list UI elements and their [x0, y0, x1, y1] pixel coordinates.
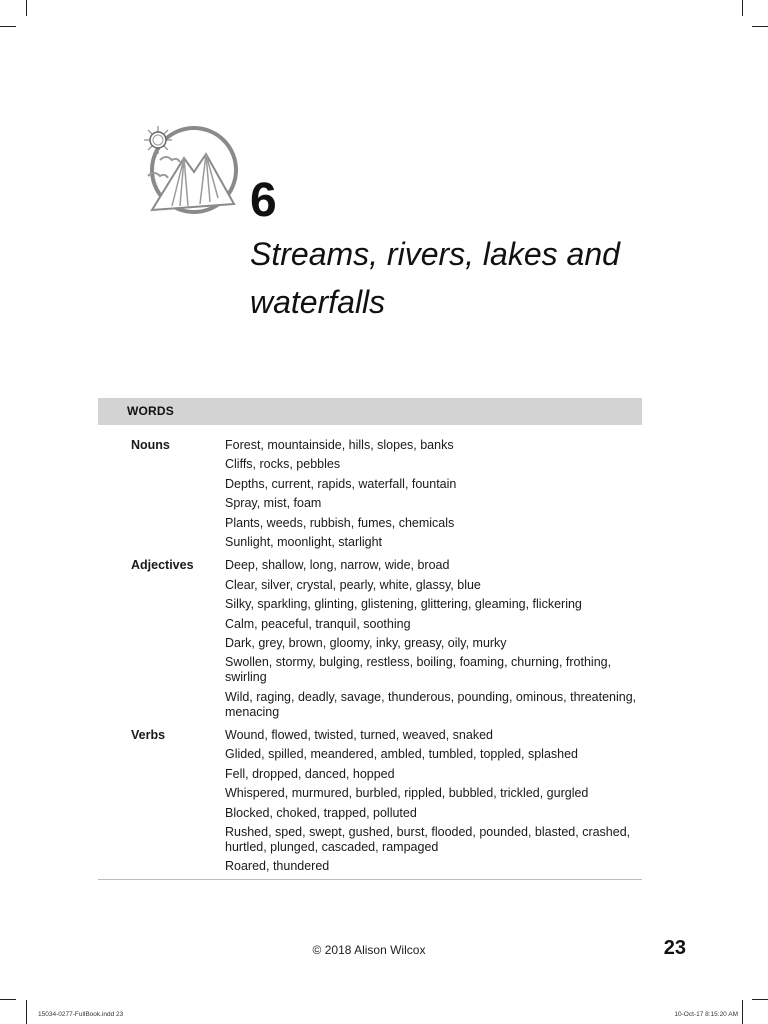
crop-mark-bottom-left	[26, 1000, 27, 1024]
crop-mark-top-left	[26, 0, 27, 16]
crop-mark-top-right	[742, 0, 743, 16]
list-item: Calm, peaceful, tranquil, soothing	[225, 616, 411, 631]
table-bottom-rule	[98, 879, 642, 880]
list-item: Glided, spilled, meandered, ambled, tumbled, toppled, splashed	[225, 747, 578, 762]
list-item: Dark, grey, brown, gloomy, inky, greasy, oily, murky	[225, 635, 507, 650]
list-item: Spray, mist, foam	[225, 496, 322, 511]
print-slug-timestamp: 10-Oct-17 8:15:20 AM	[674, 1011, 738, 1018]
list-item: Forest, mountainside, hills, slopes, banks	[225, 438, 454, 452]
chapter-number: 6	[250, 174, 277, 227]
copyright-notice: © 2018 Alison Wilcox	[312, 943, 426, 957]
list-item: Wild, raging, deadly, savage, thunderous, pounding, ominous, threatening, menacing	[225, 689, 637, 719]
sun-mountain-circle-icon	[138, 118, 242, 218]
list-item: Clear, silver, crystal, pearly, white, glassy, blue	[225, 577, 481, 592]
word-category-verbs	[98, 726, 642, 877]
word-category-adjectives	[98, 556, 642, 722]
word-table	[98, 436, 642, 877]
crop-mark-bottom-left-horizontal	[0, 999, 16, 1000]
chapter-title: Streams, rivers, lakes and waterfalls	[250, 236, 620, 320]
list-item: Cliffs, rocks, pebbles	[225, 457, 341, 472]
list-item: Sunlight, moonlight, starlight	[225, 534, 383, 549]
word-list	[98, 556, 642, 722]
list-item: Fell, dropped, danced, hopped	[225, 766, 395, 781]
word-category-nouns	[98, 436, 642, 552]
list-item: Deep, shallow, long, narrow, wide, broad	[225, 558, 450, 573]
category-label: Nouns	[131, 438, 170, 452]
word-list	[98, 436, 642, 552]
list-item: Whispered, murmured, burbled, rippled, bubbled, trickled, gurgled	[225, 786, 589, 801]
crop-mark-top-right-horizontal	[752, 26, 768, 27]
list-item: Swollen, stormy, bulging, restless, boiling, foaming, churning, frothing, swirling	[225, 655, 612, 685]
crop-mark-top-left-horizontal	[0, 26, 16, 27]
page-number: 23	[663, 937, 686, 959]
crop-mark-bottom-right-horizontal	[752, 999, 768, 1000]
list-item: Plants, weeds, rubbish, fumes, chemicals	[225, 515, 455, 530]
list-item: Blocked, choked, trapped, polluted	[225, 805, 417, 820]
words-header-label: WORDS	[127, 404, 174, 418]
list-item: Wound, flowed, twisted, turned, weaved, snaked	[225, 728, 493, 743]
print-slug-filename: 15034-0277-FullBook.indd 23	[38, 1011, 124, 1018]
list-item: Depths, current, rapids, waterfall, fountain	[225, 476, 457, 491]
category-label: Adjectives	[131, 558, 194, 573]
list-item: Silky, sparkling, glinting, glistening, glittering, gleaming, flickering	[225, 597, 582, 612]
category-label: Verbs	[131, 728, 166, 743]
words-section-header	[98, 398, 642, 425]
list-item: Roared, thundered	[225, 859, 330, 874]
word-list	[98, 726, 642, 877]
crop-mark-bottom-right	[742, 1000, 743, 1024]
list-item: Rushed, sped, swept, gushed, burst, flooded, pounded, blasted, crashed, hurtled, plunged, cascaded, rampaged	[225, 825, 631, 855]
